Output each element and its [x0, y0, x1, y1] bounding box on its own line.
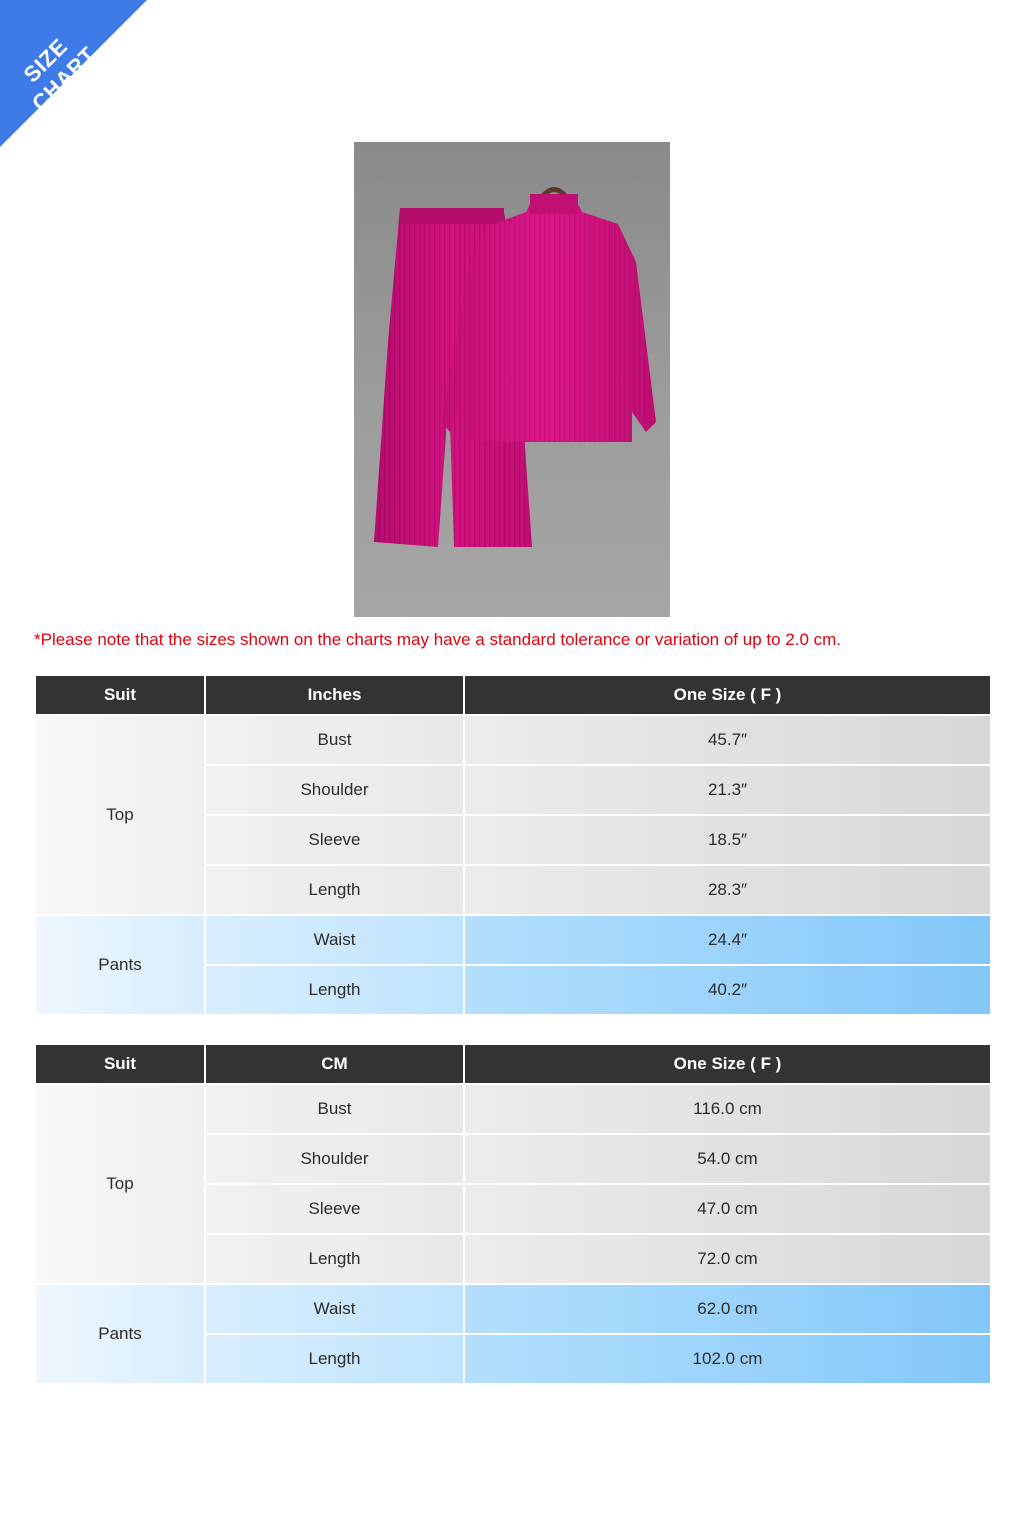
measure-label: Bust: [205, 1084, 464, 1134]
table-row: [35, 915, 991, 965]
measure-value: 72.0 cm: [464, 1234, 991, 1284]
table-header-row: [35, 1044, 991, 1084]
measure-label: Length: [205, 865, 464, 915]
header-suit: Suit: [35, 675, 205, 715]
group-label-pants: Pants: [35, 1284, 205, 1384]
table-header-row: [35, 675, 991, 715]
ribbon-label: SIZE CHART: [18, 33, 101, 116]
measure-value: 62.0 cm: [464, 1284, 991, 1334]
header-size: One Size ( F ): [464, 1044, 991, 1084]
measure-label: Waist: [205, 915, 464, 965]
header-unit: CM: [205, 1044, 464, 1084]
measure-value: 102.0 cm: [464, 1334, 991, 1384]
group-label-pants: Pants: [35, 915, 205, 1015]
measure-value: 28.3″: [464, 865, 991, 915]
measure-value: 24.4″: [464, 915, 991, 965]
table-row: [35, 1084, 991, 1134]
measure-label: Length: [205, 1334, 464, 1384]
measure-label: Sleeve: [205, 815, 464, 865]
size-table-cm: [34, 1043, 992, 1385]
size-chart-ribbon: [0, 0, 150, 150]
knit-suit-illustration: [354, 142, 670, 617]
table-row: [35, 1284, 991, 1334]
group-label-top: Top: [35, 1084, 205, 1284]
measure-value: 18.5″: [464, 815, 991, 865]
measure-label: Sleeve: [205, 1184, 464, 1234]
measure-label: Shoulder: [205, 1134, 464, 1184]
measure-value: 116.0 cm: [464, 1084, 991, 1134]
measure-value: 21.3″: [464, 765, 991, 815]
measure-value: 40.2″: [464, 965, 991, 1015]
measure-label: Length: [205, 965, 464, 1015]
measure-label: Length: [205, 1234, 464, 1284]
product-photo: [354, 142, 670, 617]
size-tolerance-note: *Please note that the sizes shown on the charts may have a standard tolerance or variation of up to 2.0 cm.: [34, 630, 842, 649]
measure-value: 47.0 cm: [464, 1184, 991, 1234]
measure-label: Waist: [205, 1284, 464, 1334]
header-unit: Inches: [205, 675, 464, 715]
measure-label: Shoulder: [205, 765, 464, 815]
measure-value: 54.0 cm: [464, 1134, 991, 1184]
measure-label: Bust: [205, 715, 464, 765]
measure-value: 45.7″: [464, 715, 991, 765]
header-suit: Suit: [35, 1044, 205, 1084]
size-table-inches: [34, 674, 992, 1016]
table-row: [35, 715, 991, 765]
group-label-top: Top: [35, 715, 205, 915]
header-size: One Size ( F ): [464, 675, 991, 715]
